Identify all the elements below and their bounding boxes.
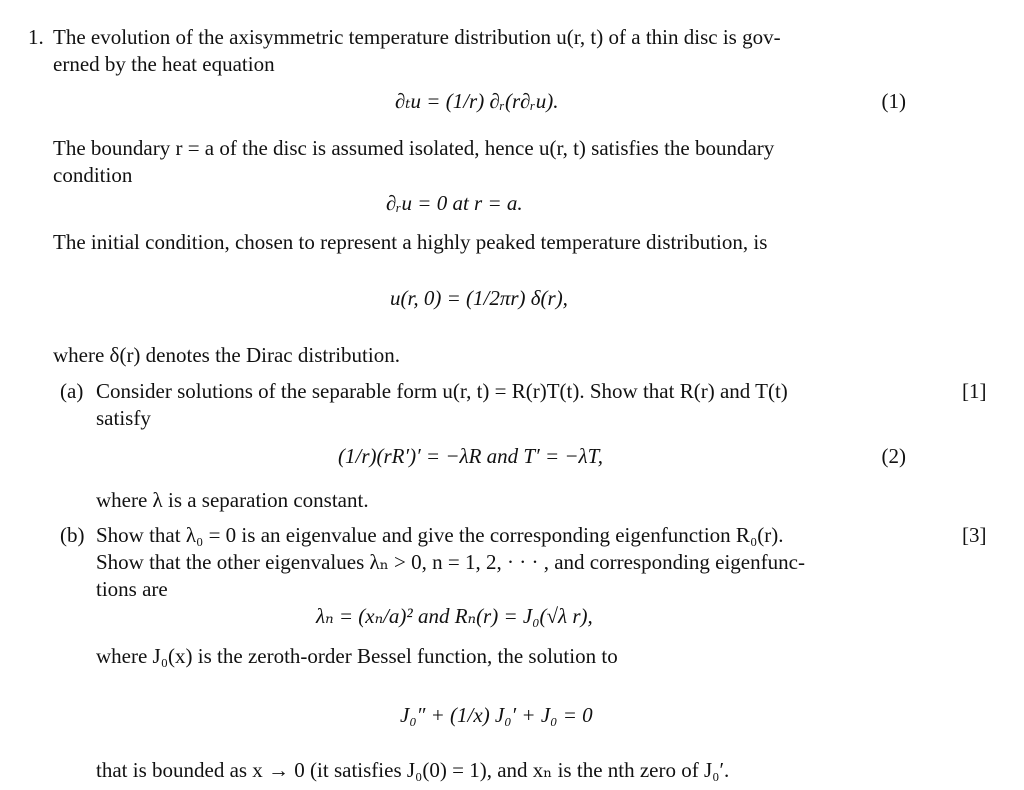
equation-1-label: (1) bbox=[881, 89, 906, 113]
part-b-line-3: tions are bbox=[96, 577, 168, 601]
part-a-label: (a) bbox=[60, 379, 84, 403]
boundary-equation: ∂ᵣu = 0 at r = a. bbox=[386, 191, 523, 215]
intro-line-2: erned by the heat equation bbox=[53, 52, 275, 76]
part-a-line-2: satisfy bbox=[96, 406, 151, 430]
part-b-line-2: Show that the other eigenvalues λₙ > 0, n = 1, 2, · · · , and corresponding eigenfunc- bbox=[96, 550, 805, 574]
part-a-line-1: Consider solutions of the separable form u(r, t) = R(r)T(t). Show that R(r) and T(t) bbox=[96, 379, 788, 403]
problem-number: 1. bbox=[28, 25, 44, 49]
part-b-label: (b) bbox=[60, 523, 85, 547]
part-a-line-3: where λ is a separation constant. bbox=[96, 488, 369, 512]
intro-line-1: The evolution of the axisymmetric temperature distribution u(r, t) of a thin disc is gov- bbox=[53, 25, 781, 49]
initial-equation: u(r, 0) = (1/2πr) δ(r), bbox=[390, 286, 568, 310]
equation-2-label: (2) bbox=[881, 444, 906, 468]
eigen-equation: λₙ = (xₙ/a)² and Rₙ(r) = J₀(√λ r), bbox=[316, 604, 593, 628]
equation-2: (1/r)(rR′)′ = −λR and T′ = −λT, bbox=[338, 444, 604, 468]
part-a-marks: [1] bbox=[962, 379, 987, 403]
equation-1: ∂ₜu = (1/r) ∂ᵣ(r∂ᵣu). bbox=[395, 89, 559, 113]
part-b-line-1: Show that λ₀ = 0 is an eigenvalue and give the corresponding eigenfunction R₀(r). bbox=[96, 523, 784, 547]
part-b-line-4: where J₀(x) is the zeroth-order Bessel function, the solution to bbox=[96, 644, 618, 668]
part-b-line-5: that is bounded as x → 0 (it satisfies J₀(0) = 1), and xₙ is the nth zero of J₀′. bbox=[96, 758, 730, 782]
initial-condition-line: The initial condition, chosen to represent a highly peaked temperature distribution, is bbox=[53, 230, 768, 254]
dirac-line: where δ(r) denotes the Dirac distribution. bbox=[53, 343, 400, 367]
part-b-marks: [3] bbox=[962, 523, 987, 547]
boundary-line-2: condition bbox=[53, 163, 133, 187]
boundary-line-1: The boundary r = a of the disc is assumed isolated, hence u(r, t) satisfies the boundary bbox=[53, 136, 775, 160]
bessel-equation: J₀″ + (1/x) J₀′ + J₀ = 0 bbox=[400, 703, 593, 727]
